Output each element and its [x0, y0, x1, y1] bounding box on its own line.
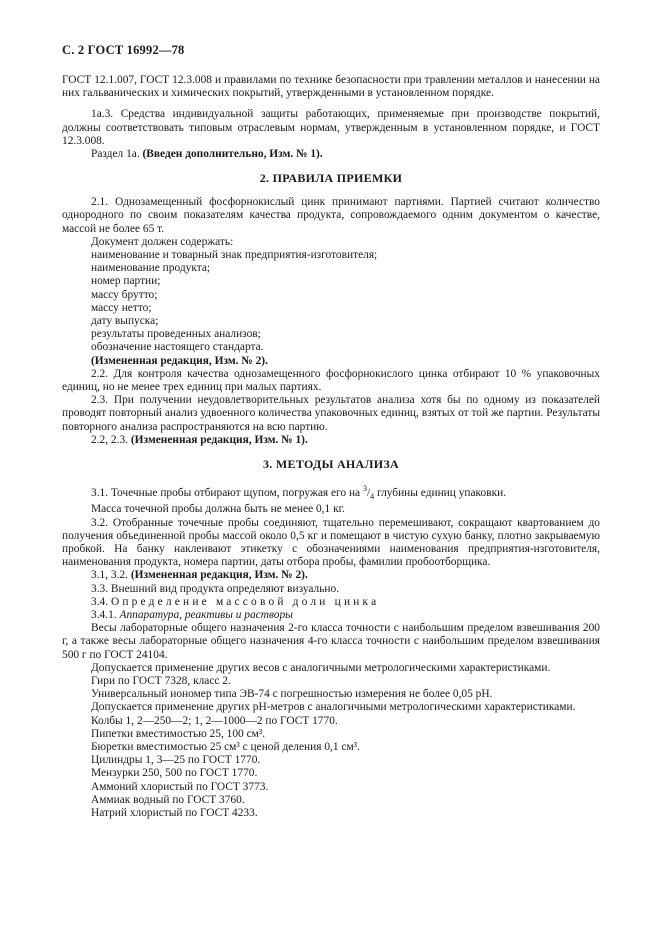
- beakers: Мензурки 250, 500 по ГОСТ 1770.: [91, 767, 258, 780]
- weights: Гири по ГОСТ 7328, класс 2.: [91, 675, 231, 687]
- clause-3-2: 3.2. Отобранные точечные пробы соединяют, тщательно перемешивают, сокращают квартованием до получения объединенной пробы массой около 0,5 кг и помещают в чистую сухую банку, плотно закрываемую пробкой. На банку наклеивают этикетку с обозначениями наименования предприятия-изготовителя, наименования продукта, номера партии, даты отбора пробы, фамилии пробоотборщика.: [62, 516, 600, 569]
- doc-item: наименование продукта;: [91, 262, 211, 275]
- flasks: Колбы 1, 2—250—2; 1, 2—1000—2 по ГОСТ 1770.: [91, 714, 338, 727]
- ionomer: Универсальный иономер типа ЭВ-74 с погрешностью измерения не более 0,05 рН.: [91, 688, 493, 701]
- page-header: С. 2 ГОСТ 16992—78: [62, 43, 185, 57]
- note-amendment: (Введен дополнительно, Изм. № 1).: [142, 148, 323, 161]
- amendment-note: (Измененная редакция, Изм. № 2).: [91, 354, 268, 367]
- pipettes: Пипетки вместимостью 25, 100 см³.: [91, 727, 266, 740]
- doc-item: массу нетто;: [91, 301, 152, 314]
- doc-item: обозначение настоящего стандарта.: [91, 341, 264, 354]
- clause-number: 3.4.1.: [91, 608, 120, 621]
- doc-item: массу брутто;: [91, 288, 158, 301]
- clause-2-3: 2.3. При получении неудовлетворительных результатов анализа хотя бы по одному из показателей проводят повторный анализ удвоенного количества упаковочных единиц, взятых от той же партии. Результаты повторного анализа распространяются на всю партию.: [62, 394, 600, 433]
- document-body: [62, 74, 600, 820]
- clause-3-1: 3.1. Точечные пробы отбирают щупом, погружая его на $^3/_4$ глубины единиц упаковки.: [91, 484, 507, 502]
- section-2-title: 2. ПРАВИЛА ПРИЕМКИ: [259, 171, 403, 186]
- clause-italic-title: Аппаратура, реактивы и растворы: [119, 608, 293, 621]
- clause-3-3: 3.3. Внешний вид продукта определяют визуально.: [91, 582, 340, 595]
- amendment-note: [62, 569, 600, 582]
- scales-text: Весы лабораторные общего назначения 2-го класса точности с наибольшим пределом взвешивания 200 г, а также весы лабораторные общего назначения 4-го класса точности с наибольшим пределом взвешивания 500 г по ГОСТ 24104.: [62, 622, 600, 661]
- clause-text: 3.1. Точечные пробы отбирают щупом, погружая его на: [91, 486, 363, 499]
- clause-text: глубины единиц упаковки.: [374, 486, 507, 499]
- doc-item: номер партии;: [91, 275, 161, 288]
- note-text: Раздел 1а.: [91, 148, 143, 161]
- clause-2-1: 2.1. Однозамещенный фосфорнокислый цинк принимают партиями. Партией считают количество однородного по своим показателям качества продукта, сопровождаемого одним документом о качестве, массой не более 65 т.: [62, 196, 600, 235]
- clause-3-4-1: [62, 609, 600, 622]
- clause-spaced-title: Определение массовой доли цинка: [110, 595, 380, 608]
- clause-3-4: [62, 596, 600, 609]
- doc-intro: Документ должен содержать:: [91, 235, 234, 248]
- note-text: 3.1, 3.2.: [91, 569, 131, 582]
- sample-mass: Масса точечной пробы должна быть не менее 0,1 кг.: [91, 503, 345, 516]
- fraction-numerator: 3: [362, 484, 367, 494]
- note-text: 2.2, 2.3.: [91, 433, 131, 446]
- clause-number: 3.4.: [91, 595, 111, 608]
- ammonium-chloride: Аммоний хлористый по ГОСТ 3773.: [91, 780, 269, 793]
- intro-paragraph: ГОСТ 12.1.007, ГОСТ 12.3.008 и правилами по технике безопасности при травлении металлов и нанесении на них гальванических и химических покрытий, утвержденными в установленном порядке.: [62, 74, 600, 100]
- sodium-chloride: Натрий хлористый по ГОСТ 4233.: [91, 807, 258, 820]
- note-amendment: (Измененная редакция, Изм. № 2).: [130, 569, 308, 582]
- clause-2-2: 2.2. Для контроля качества однозамещенного фосфорнокислого цинка отбирают 10 % упаковочных единиц, но не менее трех единиц при малых партиях.: [62, 367, 600, 394]
- note-amendment: (Измененная редакция, Изм. № 1).: [130, 433, 308, 446]
- ph-alt: Допускается применение других рН-метров с аналогичными метрологическими характеристиками.: [91, 701, 576, 714]
- section-1a-note: [62, 148, 600, 161]
- doc-item: результаты проведенных анализов;: [91, 328, 261, 341]
- burettes: Бюретки вместимостью 25 см³ с ценой деления 0,1 см³.: [91, 741, 360, 754]
- clause-1a3: 1а.3. Средства индивидуальной защиты работающих, применяемые при производстве покрытий, должны соответствовать типовым отраслевым нормам, утвержденным в установленном порядке, и ГОСТ 12.3.008.: [62, 108, 600, 147]
- scales-alt: Допускается применение других весов с аналогичными метрологическими характеристиками.: [91, 661, 551, 674]
- cylinders: Цилиндры 1, 3—25 по ГОСТ 1770.: [91, 754, 261, 767]
- doc-item: наименование и товарный знак предприятия-изготовителя;: [91, 249, 378, 262]
- section-3-title: 3. МЕТОДЫ АНАЛИЗА: [263, 457, 399, 472]
- fraction-denominator: 4: [370, 492, 375, 502]
- aqueous-ammonia: Аммиак водный по ГОСТ 3760.: [91, 793, 245, 806]
- amendment-note: [62, 434, 600, 447]
- doc-item: дату выпуска;: [91, 315, 159, 328]
